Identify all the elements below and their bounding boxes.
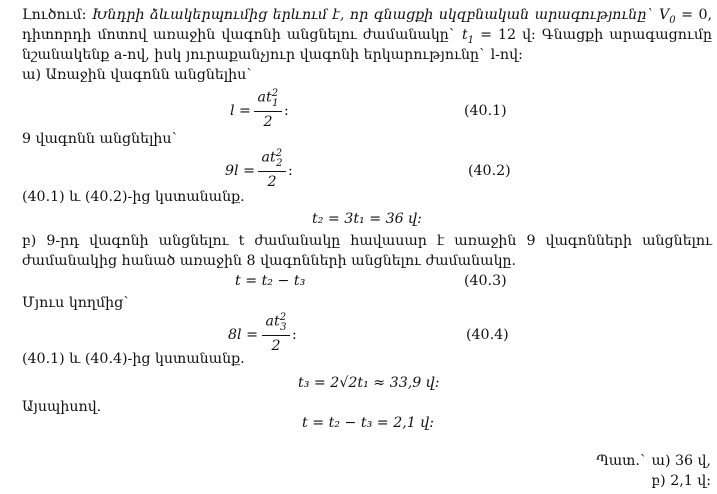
intro-text-1: Խնդրի ձևակերպումից երևում է, որ գնացքի սկզբնական արագությունը` [91,7,654,23]
intro-label: Լուծում: [22,7,87,23]
eq2-lhs: 9l = [225,163,255,179]
part-a-result: t₂ = 3t₁ = 36 վ: [312,211,422,227]
eq1-number: (40.1) [464,103,507,119]
t1-value-text: = 12 վ: Գնացքի արագացումը [474,27,712,43]
intro-text-2: դիտորդի մոտով առաջին վագոնի անցնելու ժամանակը` [22,27,456,43]
eq1-fraction: $\frac{at^2_1}{2}$ [254,88,282,130]
part-b-line-2: ժամանակից հանած առաջին 8 վագոնների անցնելու ժամանակը. [22,253,517,269]
eq4-fraction: $\frac{at^2_3}{2}$ [262,312,290,354]
v0-equals: = 0, [675,7,712,23]
eq2-number: (40.2) [468,163,511,179]
eq4-lhs: 8l = [228,327,258,343]
part-a-from: (40.1) և (40.2)-ից կստանանք. [22,189,245,205]
part-b-from: (40.1) և (40.4)-ից կստանանք. [22,351,245,367]
part-b-result: t₃ = 2√2t₁ ≈ 33,9 վ: [298,375,440,391]
intro-line-3: նշանակենք a-ով, իսկ յուրաքանչյուր վագոնի երկարությունը` l-ով: [22,47,523,63]
eq3-number: (40.3) [464,273,507,289]
nine-wagons-heading: 9 վագոնն անցնելիս` [22,131,179,147]
thus: Այսպիսով. [22,399,102,415]
part-a-heading: ա) Առաջին վագոնն անցնելիս` [22,67,254,83]
part-b-line-1: բ) 9-րդ վագոնի անցնելու t ժամանակը հավասար է առաջին 9 վագոնների անցնելու [22,233,712,249]
answer-line-2: բ) 2,1 վ: [651,473,711,489]
eq4-number: (40.4) [466,327,509,343]
final-equation: t = t₂ − t₃ = 2,1 վ: [302,415,434,431]
eq3: t = t₂ − t₃ [235,273,306,289]
eq2-fraction: $\frac{at^2_2}{2}$ [258,148,286,190]
other-side: Մյուս կողմից` [22,295,131,311]
eq1-lhs: l = [230,103,251,119]
v0-symbol: $V_0$ [658,7,676,26]
t1-symbol: $t_1$ [461,27,475,46]
answer-line-1: Պատ.` ա) 36 վ, [596,453,711,469]
